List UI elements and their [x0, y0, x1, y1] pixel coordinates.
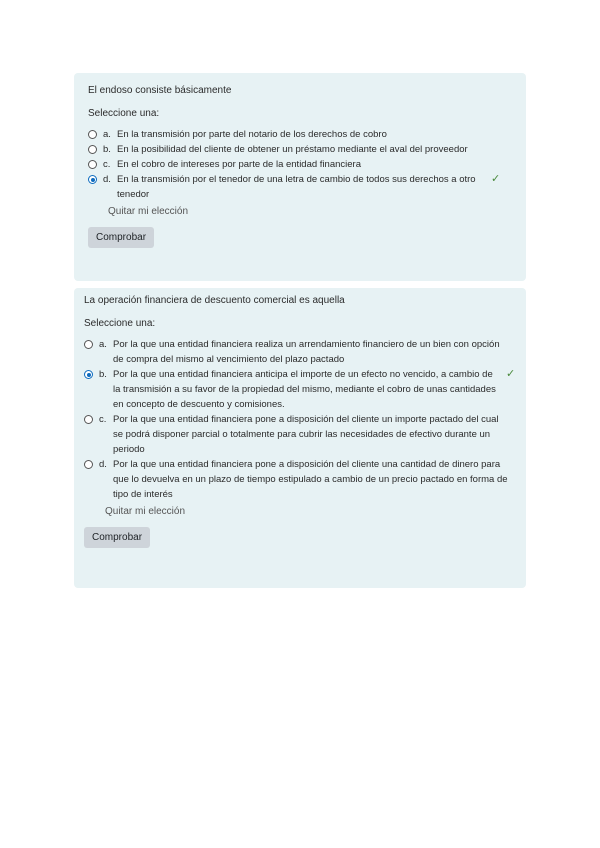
clear-choice-link[interactable]: Quitar mi elección — [108, 206, 189, 217]
option-letter: c. — [103, 159, 111, 170]
radio-a[interactable] — [84, 340, 93, 349]
option-text: Por la que una entidad financiera realiza un arrendamiento financiero de un bien con opción de compra del mismo al vencimiento del plazo pactado — [113, 339, 500, 365]
option-text: Por la que una entidad financiera pone a disposición del cliente un importe pactado del cual se podrá disponer parcial o totalmente para cubrir las necesidades de efectivo durante un periodo — [113, 414, 499, 455]
check-button[interactable]: Comprobar — [84, 527, 150, 548]
option-a[interactable] — [84, 337, 526, 367]
option-letter: a. — [99, 339, 107, 350]
radio-a[interactable] — [88, 130, 97, 139]
option-a[interactable] — [88, 127, 526, 142]
radio-b[interactable] — [84, 370, 93, 379]
option-letter: b. — [103, 144, 111, 155]
question-text: La operación financiera de descuento comercial es aquella — [84, 295, 345, 306]
option-text: En la transmisión por parte del notario de los derechos de cobro — [117, 129, 387, 140]
option-c[interactable] — [88, 157, 526, 172]
option-text: Por la que una entidad financiera anticipa el importe de un efecto no vencido, a cambio de la transmisión a su favor de la propiedad del mismo, mediante el cobro de unas cantidades en concepto de descuento y comisiones. — [113, 369, 496, 410]
select-prompt: Seleccione una: — [88, 108, 160, 119]
select-prompt: Seleccione una: — [84, 318, 156, 329]
option-letter: d. — [99, 459, 107, 470]
option-d[interactable] — [84, 457, 526, 502]
option-b[interactable] — [88, 142, 526, 157]
option-text: En el cobro de intereses por parte de la entidad financiera — [117, 159, 361, 170]
question-card-1 — [74, 73, 526, 281]
option-letter: b. — [99, 369, 107, 380]
option-letter: a. — [103, 129, 111, 140]
option-text: En la posibilidad del cliente de obtener un préstamo mediante el aval del proveedor — [117, 144, 468, 155]
option-text: En la transmisión por el tenedor de una letra de cambio de todos sus derechos a otro tenedor — [117, 174, 476, 200]
option-letter: d. — [103, 174, 111, 185]
check-button[interactable]: Comprobar — [88, 227, 154, 248]
checkmark-icon: ✓ — [491, 173, 501, 185]
question-text: El endoso consiste básicamente — [88, 85, 232, 96]
radio-d[interactable] — [84, 460, 93, 469]
question-card-2 — [74, 288, 526, 588]
radio-c[interactable] — [84, 415, 93, 424]
answer-options — [84, 337, 526, 502]
clear-choice-link[interactable]: Quitar mi elección — [105, 506, 186, 517]
option-c[interactable] — [84, 412, 526, 457]
radio-d[interactable] — [88, 175, 97, 184]
option-letter: c. — [99, 414, 107, 425]
radio-c[interactable] — [88, 160, 97, 169]
option-d[interactable] — [88, 172, 526, 202]
option-text: Por la que una entidad financiera pone a disposición del cliente una cantidad de dinero para que lo devuelva en un plazo de tiempo estipulado a cambio de un precio pactado en forma de tipo de interés — [113, 459, 508, 500]
answer-options — [88, 127, 526, 202]
radio-b[interactable] — [88, 145, 97, 154]
option-b[interactable] — [84, 367, 526, 412]
checkmark-icon: ✓ — [506, 368, 516, 380]
